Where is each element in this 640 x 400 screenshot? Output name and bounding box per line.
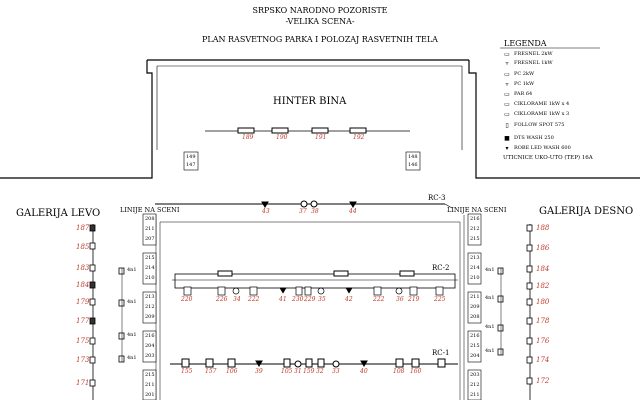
rig-label: 226 <box>216 296 228 303</box>
gallery-left-label: 179 <box>76 298 90 306</box>
legend-item <box>502 50 553 58</box>
rig-label: 36 <box>396 296 404 303</box>
legend-symbol: ▾ <box>505 144 509 152</box>
legend-label: PAR 64 <box>514 91 533 97</box>
line-number: 208 <box>145 216 155 222</box>
line-number: 204 <box>470 353 480 359</box>
gallery-right-label: 184 <box>536 265 550 273</box>
line-number: 208 <box>470 314 480 320</box>
gallery-left-label: 173 <box>76 356 90 364</box>
legend-item <box>502 121 564 129</box>
rig-label: 105 <box>281 368 293 375</box>
line-number: 214 <box>470 265 480 271</box>
line-number: 213 <box>145 294 155 300</box>
gallery-left-label: 185 <box>76 243 90 251</box>
line-number: 216 <box>470 333 480 339</box>
rig-label: 38 <box>311 208 319 215</box>
legend-item <box>502 134 554 142</box>
gallery-right-label: 176 <box>536 337 550 345</box>
line-number: 211 <box>470 294 480 300</box>
rig-label: 34 <box>233 296 241 303</box>
socket-label: 4n1 <box>127 355 137 361</box>
header-theater: SRPSKO NARODNO POZORISTE <box>252 6 388 15</box>
rig-name-rc2: RC-2 <box>432 264 450 272</box>
legend-item <box>502 70 534 78</box>
gallery-left-label: 177 <box>76 317 90 325</box>
socket-label: 4n1 <box>485 267 495 273</box>
linije-left-title: LINIJE NA SCENI <box>120 206 180 214</box>
line-number: 215 <box>145 372 155 378</box>
header-plan-title: PLAN RASVETNOG PARKA I POLOZAJ RASVETNIH TELA <box>202 35 438 44</box>
rig-label: 230 <box>292 296 304 303</box>
legend-note: UTICNICE UKO-UTO (TEP) 16A <box>503 155 593 161</box>
legend-label: FRESNEL 1kW <box>514 60 553 66</box>
gallery-left-label: 184 <box>76 281 90 289</box>
legend-symbol: ▭ <box>504 90 510 98</box>
rig-label: 43 <box>262 208 270 215</box>
line-number: 215 <box>145 255 155 261</box>
rig-label: 37 <box>299 208 307 215</box>
rig-label: 39 <box>255 368 263 375</box>
gallery-right-label: 182 <box>536 282 550 290</box>
hinter-label: 190 <box>276 134 288 141</box>
gallery-left-label: 187 <box>76 224 90 232</box>
rig-label: 106 <box>226 368 238 375</box>
line-number: 215 <box>470 343 480 349</box>
rig-label: 32 <box>316 368 324 375</box>
line-number: 214 <box>145 265 155 271</box>
legend-item <box>502 80 534 88</box>
line-number: 203 <box>145 353 155 359</box>
gallery-left-label: 183 <box>76 264 90 272</box>
line-number: 203 <box>470 372 480 378</box>
galerija-levo-title: GALERIJA LEVO <box>16 208 101 219</box>
legend-label: CIKLORAME 1kW x 3 <box>514 111 570 117</box>
line-number: 212 <box>470 226 480 232</box>
legend-symbol: ▭ <box>504 50 510 58</box>
line-number: 211 <box>145 382 155 388</box>
hinter-box-number: 148 <box>408 154 418 160</box>
line-number: 211 <box>470 392 480 398</box>
hinter-box-number: 146 <box>408 162 418 168</box>
socket-label: 4n1 <box>127 299 137 305</box>
hinter-label: 191 <box>315 134 327 141</box>
legend-item <box>502 59 553 67</box>
socket-label: 4n1 <box>127 267 137 273</box>
line-number: 215 <box>470 236 480 242</box>
line-number: 204 <box>145 343 155 349</box>
gallery-right-label: 172 <box>536 377 550 385</box>
socket-label: 4n1 <box>485 348 495 354</box>
hinter-label: 192 <box>353 134 365 141</box>
legend-label: PC 2kW <box>514 71 535 77</box>
legend-label: PC 1kW <box>514 81 535 87</box>
legend-title: LEGENDA <box>504 39 547 48</box>
line-number: 212 <box>470 382 480 388</box>
gallery-right-label: 180 <box>536 298 550 306</box>
gallery-left-label: 175 <box>76 337 90 345</box>
legend-symbol: ▿ <box>505 59 509 67</box>
gallery-left-label: 171 <box>76 379 90 387</box>
legend-label: DTS WASH 250 <box>514 135 554 141</box>
rig-label: 41 <box>279 296 287 303</box>
rig-label: 155 <box>181 368 193 375</box>
rig-label: 222 <box>373 296 385 303</box>
line-number: 209 <box>470 304 480 310</box>
legend-label: FRESNEL 2kW <box>514 51 553 57</box>
rig-label: 160 <box>410 368 422 375</box>
gallery-right-label: 188 <box>536 224 550 232</box>
gallery-right-label: 178 <box>536 317 550 325</box>
socket-label: 4n1 <box>485 295 495 301</box>
legend-label: FOLLOW SPOT 575 <box>514 122 565 128</box>
rig-rc1 <box>170 359 458 367</box>
hinter-label: 189 <box>242 134 254 141</box>
rig-label: 222 <box>248 296 260 303</box>
line-number: 216 <box>470 216 480 222</box>
gallery-right-label: 186 <box>536 244 550 252</box>
rig-label: 44 <box>349 208 357 215</box>
legend-item <box>502 110 569 118</box>
hinter-boxes <box>184 152 420 170</box>
rig-label: 33 <box>332 368 340 375</box>
hinter-bar <box>205 128 410 133</box>
rig-label: 42 <box>345 296 353 303</box>
gallery-right-label: 174 <box>536 356 550 364</box>
rig-rc2 <box>172 271 458 288</box>
legend-symbol: ▿ <box>505 80 509 88</box>
hinter-box-number: 149 <box>186 154 196 160</box>
line-number: 211 <box>145 226 155 232</box>
rig-label: 108 <box>393 368 405 375</box>
legend-item <box>502 144 571 152</box>
legend-symbol: ▯ <box>505 121 509 129</box>
header-stage: -VELIKA SCENA- <box>285 17 355 26</box>
rig-label: 229 <box>304 296 316 303</box>
line-number: 216 <box>145 333 155 339</box>
rig-label: 219 <box>408 296 420 303</box>
legend-symbol: ▭ <box>504 110 510 118</box>
rig-name-rc1: RC-1 <box>432 349 450 357</box>
socket-label: 4n1 <box>127 332 137 338</box>
linije-right-title: LINIJE NA SCENI <box>447 206 507 214</box>
hinter-title: HINTER BINA <box>273 96 347 107</box>
line-number: 209 <box>145 314 155 320</box>
line-number: 210 <box>145 275 155 281</box>
hinter-box-number: 147 <box>186 162 196 168</box>
line-number: 210 <box>470 275 480 281</box>
legend-item <box>502 90 532 98</box>
galerija-desno-title: GALERIJA DESNO <box>539 206 634 217</box>
line-number: 212 <box>145 304 155 310</box>
line-number: 201 <box>145 392 155 398</box>
legend-symbol: ■ <box>504 134 510 142</box>
legend-label: ROBE LED WASH 600 <box>514 145 571 151</box>
legend-label: CIKLORAME 1kW x 4 <box>514 101 570 107</box>
line-number: 213 <box>470 255 480 261</box>
line-number: 207 <box>145 236 155 242</box>
rig-label: 225 <box>434 296 446 303</box>
rig-label: 35 <box>318 296 326 303</box>
legend-symbol: ▭ <box>504 70 510 78</box>
legend-symbol: ▭ <box>504 100 510 108</box>
rig-rc3 <box>155 201 452 208</box>
rig-label: 159 <box>303 368 315 375</box>
rig-name-rc3: RC-3 <box>428 194 446 202</box>
rig-label: 31 <box>294 368 302 375</box>
socket-label: 4n1 <box>485 324 495 330</box>
rig-label: 220 <box>181 296 193 303</box>
rig-label: 157 <box>205 368 217 375</box>
rig-label: 40 <box>360 368 368 375</box>
legend-item <box>502 100 569 108</box>
